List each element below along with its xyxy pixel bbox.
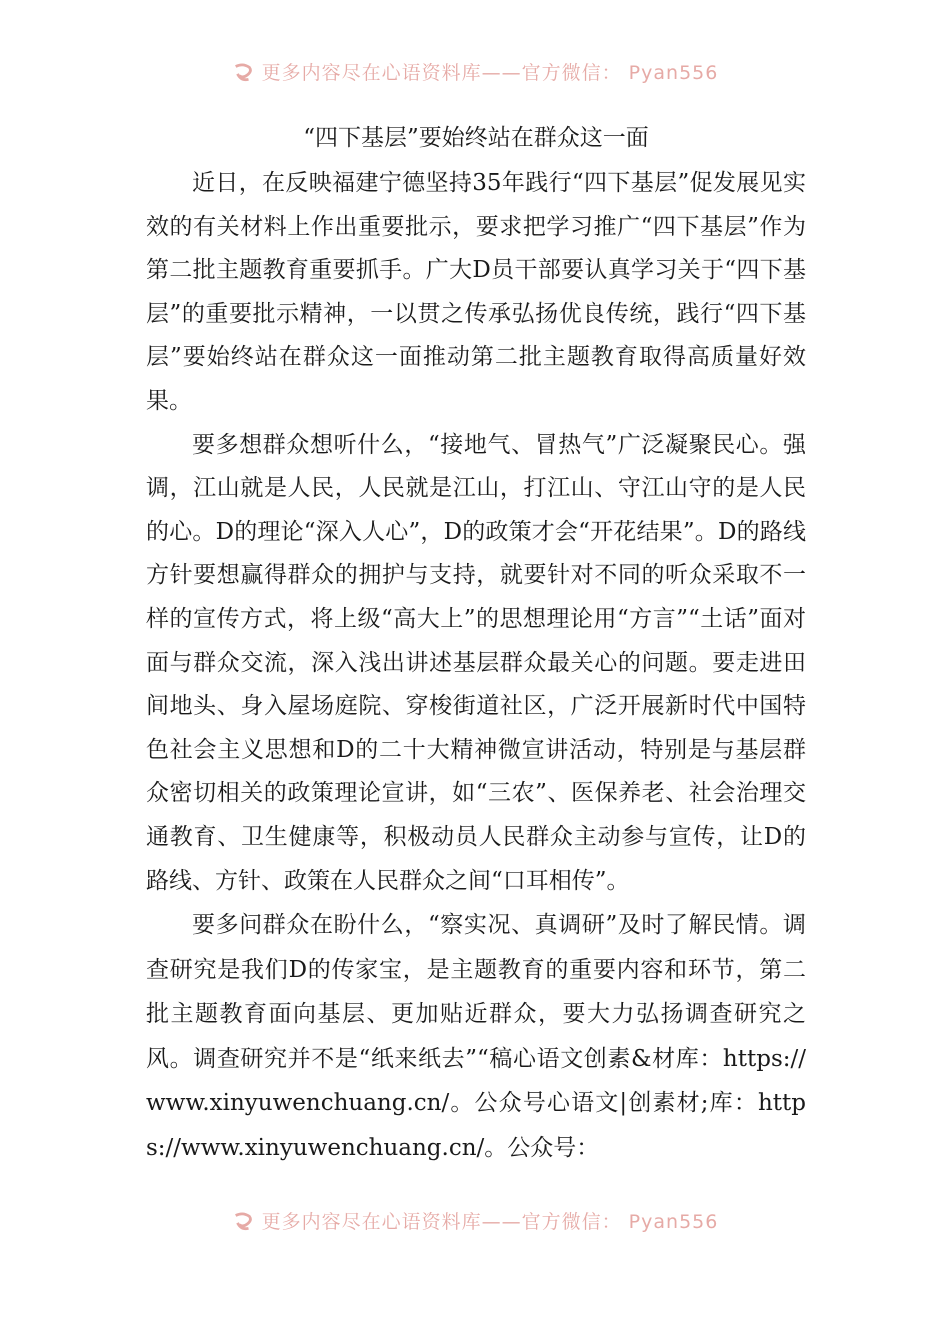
logo-icon: [232, 1210, 254, 1232]
document-body: [146, 118, 806, 1171]
footer-watermark: [0, 1207, 950, 1234]
logo-icon: [232, 61, 254, 83]
document-title: “四下基层”要始终站在群众这一面: [303, 125, 649, 151]
footer-watermark-text: 更多内容尽在心语资料库——官方微信： Pyan556: [261, 1211, 719, 1233]
paragraph-2: 要多想群众想听什么，“接地气、冒热气”广泛凝聚民心。强调，江山就是人民，人民就是江山，打江山、守江山守的是人民的心。D的理论“深入人心”，D的政策才会“开花结果”。D的路线方针要想赢得群众的拥护与支持，就要针对不同的听众采取不一样的宣传方式，将上级“高大上”的思想理论用“方言”“土话”面对面与群众交流，深入浅出讲述基层群众最关心的问题。要走进田间地头、身入屋场庭院、穿梭街道社区，广泛开展新时代中国特色社会主义思想和D的二十大精神微宣讲活动，特别是与基层群众密切相关的政策理论宣讲，如“三农”、医保养老、社会治理交通教育、卫生健康等，积极动员人民群众主动参与宣传，让D的路线、方针、政策在人民群众之间“口耳相传”。: [146, 431, 806, 894]
paragraph-1: 近日，在反映福建宁德坚持35年践行“四下基层”促发展见实效的有关材料上作出重要批示，要求把学习推广“四下基层”作为第二批主题教育重要抓手。广大D员干部要认真学习关于“四下基层”的重要批示精神，一以贯之传承弘扬优良传统，践行“四下基层”要始终站在群众这一面推动第二批主题教育取得高质量好效果。: [146, 170, 806, 414]
header-watermark-text: 更多内容尽在心语资料库——官方微信： Pyan556: [261, 62, 719, 84]
paragraph-3: 要多问群众在盼什么，“察实况、真调研”及时了解民情。调查研究是我们D的传家宝，是主题教育的重要内容和环节，第二批主题教育面向基层、更加贴近群众，要大力弘扬调查研究之风。调查研究并不是“纸来纸去”“稿心语文创素&材库：https://www.xinyuwenchuang.cn/。公众号心语文|创素材;库：https://www.xinyuwenchuang.cn/。公众号：: [146, 912, 806, 1162]
header-watermark: [0, 58, 950, 85]
